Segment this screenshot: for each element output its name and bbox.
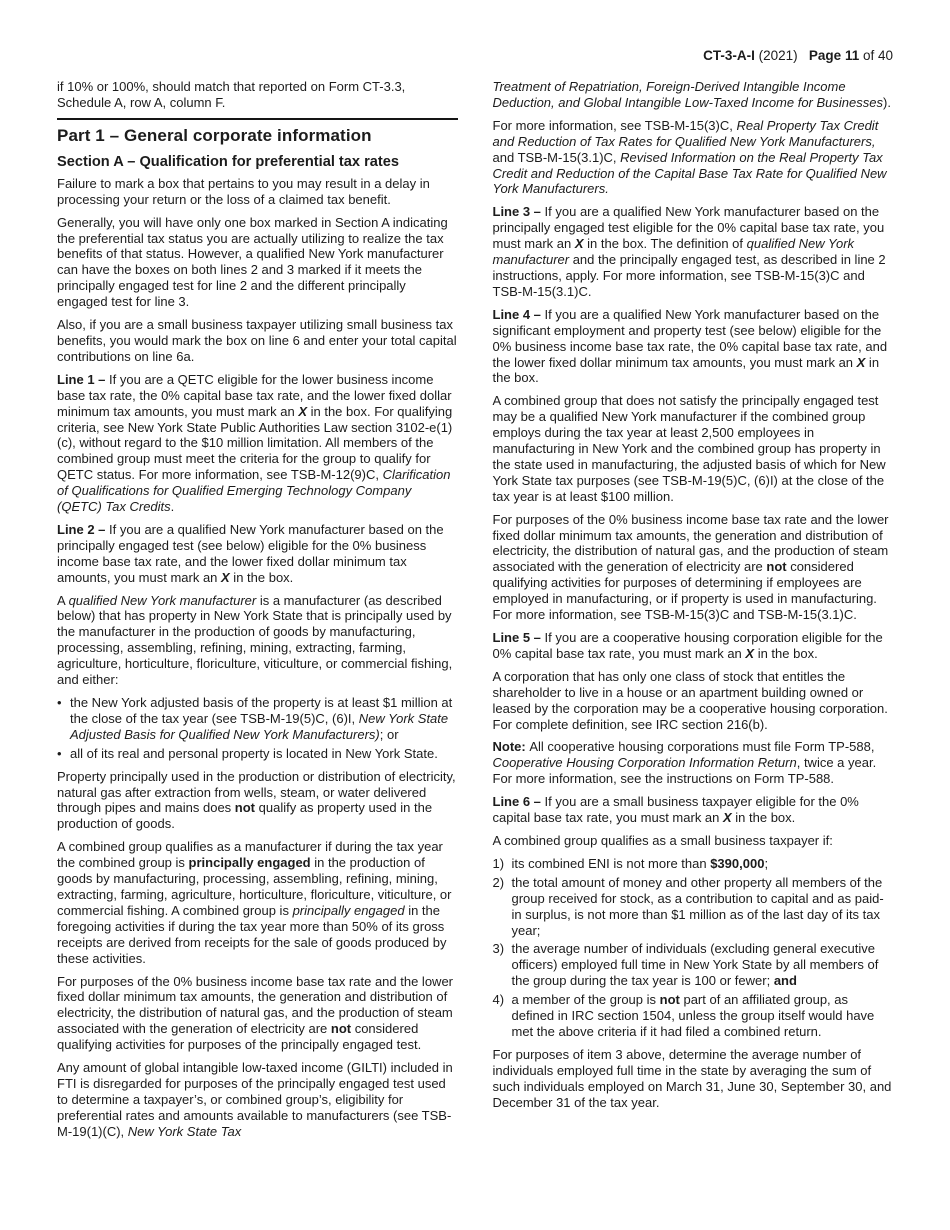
paragraph-small-business-qualifies: A combined group qualifies as a small business taxpayer if: [492, 832, 833, 848]
paragraph-combined-group-manufacturer: A combined group qualifies as a manufacturer if during the tax year the combined group is principally engaged in the production of goods by manufacturing, processing, assembling, refining, mining, extracting, farming, agriculture, horticulture, floriculture, viticulture, or commercial fishing. A combined group is principally engaged in the foregoing activities if during the tax year more than 50% of its gross receipts are derived from receipts for the sale of goods produced by these activities. [57, 839, 452, 966]
list-number: 4) [492, 992, 505, 1008]
line-4-instructions: Line 4 – If you are a qualified New York manufacturer based on the significant employment and property test (see below) eligible for the 0% business income base tax rate, the 0% capital base tax rate, and the lower fixed dollar minimum tax amounts, you must mark an X in the box. [492, 306, 888, 386]
bullet-icon: • [57, 745, 62, 761]
line-3-instructions: Line 3 – If you are a qualified New York manufacturer based on the principally engaged test eligible for the 0% capital base tax rate, you must mark an X in the box. The definition of qualified New York manufacturer and the principally engaged test, as described in line 2 instructions, apply. For more information, see TSB-M-15(3)C and TSB-M-15(3.1)C. [492, 204, 886, 299]
line-6-instructions: Line 6 – If you are a small business taxpayer eligible for the 0% capital base tax rate, you must mark an X in the box. [492, 794, 859, 826]
paragraph-cooperative-housing-definition: A corporation that has only one class of stock that entitles the shareholder to live in a house or an apartment building owned or leased by the corporation may be a cooperative housing corporation. For complete definition, see IRC section 216(b). [492, 668, 888, 732]
paragraph-failure-to-mark: Failure to mark a box that pertains to you may result in a delay in processing your return or the loss of a claimed tax benefit. [57, 175, 430, 207]
numbered-text: the total amount of money and other property all members of the group received for stock, as a contribution to capital and as paid-in surplus, is not more than $1 million as of the last day of its tax year; [511, 874, 884, 938]
list-number: 2) [492, 874, 505, 890]
two-column-layout [57, 79, 893, 1147]
paragraph-treatment-continuation: Treatment of Repatriation, Foreign-Derived Intangible Income Deduction, and Global Intangible Low-Taxed Income for Businesses). [492, 79, 891, 110]
bullet-icon: • [57, 695, 62, 710]
paragraph-gilti: Any amount of global intangible low-taxed income (GILTI) included in FTI is disregarded for purposes of the principally engaged test used to determine a taxpayer’s, or combined group’s, eligibility for preferential rates and amounts available to manufacturers (see TSB-M-19(1)(C), New York State Tax [57, 1060, 453, 1139]
paragraph-property-principally-used: Property principally used in the production or distribution of electricity, natural gas after extraction from wells, steam, or water delivered through pipes and mains does not qualify as property used in the production of goods. [57, 768, 456, 832]
list-number: 3) [492, 941, 505, 957]
paragraph-zero-percent-purposes: For purposes of the 0% business income base tax rate and the lower fixed dollar minimum tax amounts, the generation and distribution of electricity, the distribution of natural gas, and the production of steam associated with the generation of electricity are not considered qualifying activities for purposes of the principally engaged test. [57, 973, 453, 1053]
line-2-instructions: Line 2 – If you are a qualified New York manufacturer based on the principally engaged test (see below) eligible for the 0% business income base tax rate, and the lower fixed dollar minimum tax amounts, you must mark an X in the box. [57, 521, 444, 585]
bullet-item-property-location [57, 746, 458, 762]
paragraph-qualified-manufacturer-definition: A qualified New York manufacturer is a manufacturer (as described below) that has property in New York State that is principally used by the manufacturer in the production of goods by manufacturing, processing, assembling, refining, mining, extracting, farming, agriculture, horticulture, floriculture, viticulture, or commercial fishing, and either: [57, 592, 453, 688]
numbered-text: its combined ENI is not more than $390,000; [511, 855, 769, 871]
bullet-item-adjusted-basis [57, 695, 458, 743]
column-left [57, 79, 458, 1147]
numbered-item-3 [493, 941, 894, 989]
line-1-instructions: Line 1 – If you are a QETC eligible for the lower business income base tax rate, the 0% capital base tax rate, and the lower fixed dollar minimum tax amounts, you must mark an X in the box. For qualifying criteria, see New York State Public Authorities Law section 3102-e(1)(c), without regard to the $10 million limitation. All members of the combined group must meet the criteria for the group to qualify for QETC status. For more information, see TSB-M-12(9)C, Clarification of Qualifications for Qualified Emerging Technology Company (QETC) Tax Credits. [57, 371, 453, 515]
line-5-instructions: Line 5 – If you are a cooperative housing corporation eligible for the 0% capital base tax rate, you must mark an X in the box. [492, 630, 883, 661]
bullet-text: the New York adjusted basis of the property is at least $1 million at the close of the tax year (see TSB-M-19(5)C, (6)I, New York State Adjusted Basis for Qualified New York Manufacturers); or [70, 695, 453, 742]
paragraph-generally-one-box: Generally, you will have only one box marked in Section A indicating the preferential tax status you are actually utilizing to realize the tax benefits of that status. However, a qualified New York manufacturer can have the boxes on both lines 2 and 3 marked if it meets the principally engaged test for line 2 and the different principally engaged test for line 3. [57, 214, 448, 310]
numbered-item-1 [493, 856, 894, 872]
list-number: 1) [492, 855, 505, 871]
page-header: CT-3-A-I (2021) Page 11 of 40 [703, 48, 893, 63]
part-1-heading: Part 1 – General corporate information [57, 118, 458, 146]
paragraph-combined-group-employment-test: A combined group that does not satisfy the principally engaged test may be a qualified New York manufacturer if the combined group employs during the tax year at least 2,500 employees in manufacturing in New York and the combined group has property in the state used in manufacturing, the adjusted basis of which for New York State tax purposes (see TSB-M-19(5)C, (6)I) at the close of the tax year is at least $100 million. [492, 393, 886, 504]
column-right [493, 79, 894, 1117]
numbered-item-4 [493, 992, 894, 1040]
paragraph-small-business-benefits: Also, if you are a small business taxpayer utilizing small business tax benefits, you would mark the box on line 6 and enter your total capital contributions on line 6a. [57, 317, 457, 364]
numbered-text: a member of the group is not part of an affiliated group, as defined in IRC section 1504, unless the group itself would have met the above criteria if it had filed a combined return. [511, 992, 875, 1039]
numbered-item-2 [493, 875, 894, 939]
numbered-text: the average number of individuals (excluding general executive officers) employed full time in New York State by all members of the group during the tax year is 100 or fewer; and [511, 941, 879, 989]
intro-continuation-paragraph: if 10% or 100%, should match that reported on Form CT-3.3, Schedule A, row A, column F. [57, 79, 406, 110]
paragraph-item-3-averaging: For purposes of item 3 above, determine the average number of individuals employed full time in the state by averaging the sum of such individuals employed on March 31, June 30, September 30, and December 31 of the tax year. [492, 1046, 892, 1110]
section-a-heading: Section A – Qualification for preferential tax rates [57, 153, 399, 170]
note-tp-588: Note: All cooperative housing corporations must file Form TP-588, Cooperative Housing Corporation Information Return, twice a year. For more information, see the instructions on Form TP-588. [492, 739, 877, 787]
paragraph-zero-percent-manufacturing: For purposes of the 0% business income base tax rate and the lower fixed dollar minimum tax amounts, the generation and distribution of electricity, the distribution of natural gas, and the production of steam associated with the generation of electricity are not considered qualifying activities for purposes of determining if employees are employed in manufacturing, or if property is used in manufacturing. For more information, see TSB-M-15(3)C and TSB-M-15(3.1)C. [492, 511, 889, 623]
bullet-text: all of its real and personal property is located in New York State. [70, 745, 438, 761]
paragraph-more-information-tsb: For more information, see TSB-M-15(3)C, Real Property Tax Credit and Reduction of Tax Rates for Qualified New York Manufacturers, and TSB-M-15(3.1)C, Revised Information on the Real Property Tax Credit and Reduction of the Capital Base Tax Rate for Qualified New York Manufacturers. [492, 117, 887, 197]
